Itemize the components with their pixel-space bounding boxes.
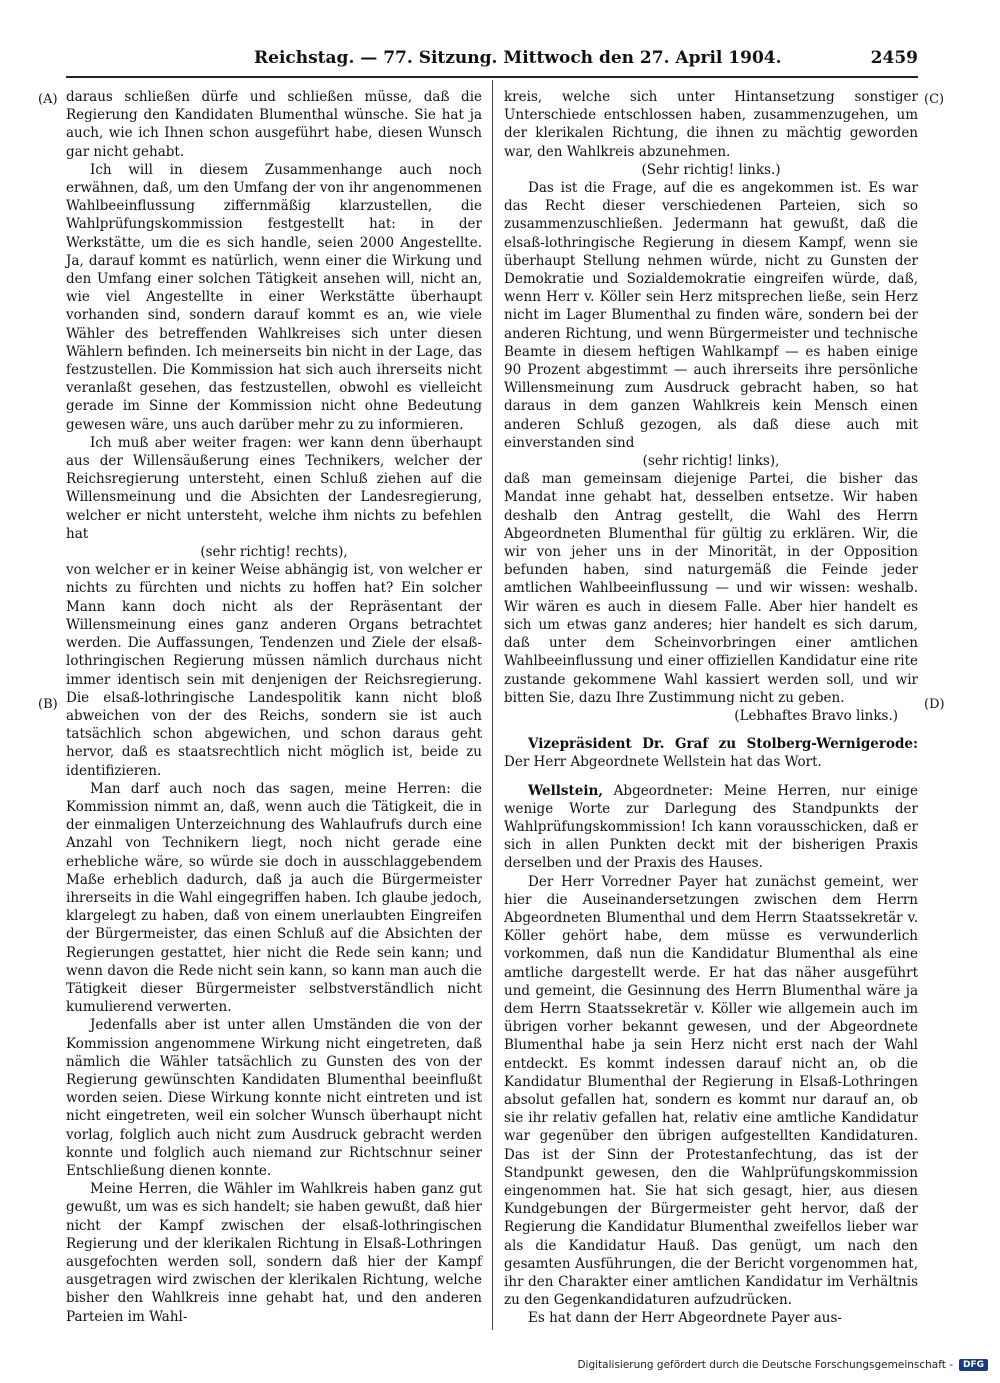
paragraph: Es hat dann der Herr Abgeordnete Payer aus- bbox=[528, 1310, 842, 1327]
page-header bbox=[66, 44, 918, 74]
interjection: (Sehr richtig! links.) bbox=[641, 161, 781, 178]
dfg-logo-icon: DFG bbox=[959, 1359, 988, 1371]
speaker-paragraph bbox=[504, 782, 918, 873]
column-divider bbox=[492, 80, 493, 1330]
left-column bbox=[66, 88, 482, 1326]
speaker-name: Wellstein, bbox=[528, 782, 603, 799]
speaker-text: Abgeordneter: Meine Herren, nur einige wenige Worte zur Darlegung des Standpunkts der Wahlprüfungskommission! Ich kann vorausschicken, daß er sich in allen Punkten deckt mit der bisherigen Praxis derselben und der Praxis des Hauses. bbox=[504, 782, 918, 872]
speaker-paragraph bbox=[504, 735, 918, 771]
page-number: 2459 bbox=[870, 48, 918, 68]
interjection: (sehr richtig! links), bbox=[642, 453, 780, 470]
footer-credit bbox=[577, 1359, 988, 1371]
margin-mark-c: (C) bbox=[924, 92, 945, 107]
header-rule bbox=[66, 76, 918, 78]
page-title: Reichstag. — 77. Sitzung. Mittwoch den 27. April 1904. bbox=[254, 48, 782, 68]
paragraph: Ich muß aber weiter fragen: wer kann denn überhaupt aus der Willensäußerung eines Technikers, welcher der Reichsregierung untersteht, einen Schluß ziehen auf die Willensmeinung und die Absichten der Landesregierung, welcher er nicht untersteht, welche ihm nichts zu befehlen hat bbox=[66, 434, 482, 542]
right-column bbox=[504, 88, 918, 1328]
interjection: (sehr richtig! rechts), bbox=[200, 544, 348, 561]
footer-text: Digitalisierung gefördert durch die Deutsche Forschungsgemeinschaft - bbox=[577, 1359, 953, 1371]
interjection: (Lebhaftes Bravo links.) bbox=[734, 707, 898, 724]
paragraph: von welcher er in keiner Weise abhängig ist, von welcher er nichts zu fürchten und nichts zu hoffen hat? Ein solcher Mann kann doch nicht als der Repräsentant der Willensmeinung eines ganz anderen Organs betrachtet werden. Die Auffassungen, Tendenzen und Ziele der elsaß-lothringischen Regierung müssen nämlich durchaus nicht immer identisch sein mit denjenigen der Reichsregierung. Die elsaß-lothringische Landespolitik kann nicht bloß abweichen von der des Reichs, sondern sie ist auch tatsächlich schon abgewichen, und schon daraus geht hervor, daß es staatsrechtlich nicht möglich ist, beide zu identifizieren. bbox=[66, 562, 482, 779]
paragraph: daraus schließen dürfe und schließen müsse, daß die Regierung den Kandidaten Blumenthal wünsche. Sie hat ja auch, wie ich Ihnen schon ausgeführt habe, diesen Wunsch gar nicht gehabt. bbox=[66, 89, 482, 160]
paragraph: Man darf auch noch das sagen, meine Herren: die Kommission nimmt an, daß, wenn auch die Tätigkeit, die in der einmaligen Unterzeichnung des Wahlaufrufs durch eine Anzahl von Technikern liegt, noch nicht gerade eine erhebliche wäre, so würde sie doch in ausschlaggebendem Maße erheblich dadurch, daß ja auch die Bürgermeister ihrerseits in die Wahl eingegriffen haben. Ich glaube jedoch, klargelegt zu haben, daß von einem unerlaubten Eingreifen der Bürgermeister, das einen Schluß auf die Absichten der Regierungen gestattet, hier nicht die Rede sein kann; und wenn davon die Rede nicht sein kann, so kann man auch die Tätigkeit dieser Bürgermeister selbstverständlich nicht kumulierend verwerten. bbox=[66, 780, 482, 1016]
margin-mark-b: (B) bbox=[38, 697, 58, 712]
paragraph: Ich will in diesem Zusammenhange auch noch erwähnen, daß, um den Umfang der von ihr angenommenen Wahlbeeinflussung ziffernmäßig klarzustellen, die Wahlprüfungskommission festgestellt hat: in der Werkstätte, um die es sich handle, seien 2000 Angestellte. Ja, darauf kommt es natürlich, wenn einer die Wirkung und den Umfang einer solchen Tätigkeit ansehen will, nicht an, wie viel Angestellte in einer Werkstätte überhaupt vorhanden sind, sondern darauf kommt es an, wie viele Wähler des betreffenden Wahlkreises sich unter diesen Wählern befinden. Ich meinerseits bin nicht in der Lage, das festzustellen. Die Kommission hat sich auch ihrerseits nicht veranlaßt gesehen, das festzustellen, obwohl es vielleicht gerade im Sinne der Kommission nicht ohne Bedeutung gewesen wäre, uns auch darüber mehr zu zu informieren. bbox=[66, 161, 482, 433]
paragraph: Der Herr Vorredner Payer hat zunächst gemeint, wer hier die Auseinandersetzungen zwischen dem Herrn Abgeordneten Blumenthal und dem Herrn Staatssekretär v. Köller gehört habe, dem müsse es verwunderlich vorkommen, daß nun die Kandidatur Blumenthal als eine amtliche dargestellt werde. Er hat das näher ausgeführt und gemeint, die Gesinnung des Herrn Blumenthal wäre ja dem Herrn Staatssekretär v. Köller wie allgemein auch im übrigen vorher bekannt gewesen, und der Abgeordnete Blumenthal habe ja sein Herz nicht erst nach der Wahl entdeckt. Es kommt indessen darauf nicht an, ob die Kandidatur Blumenthal der Regierung in Elsaß-Lothringen absolut gefallen hat, sondern es kommt nur darauf an, ob sie ihr relativ gefallen hat, relativ eine amtliche Kandidatur war gegenüber den übrigen aufgestellten Kandidaturen. Das ist der Sinn der Protestanfechtung, das ist der Standpunkt gewesen, den die Wahlprüfungskommission eingenommen hat. Sie hat sich gesagt, hier, aus diesen Kundgebungen der Bürgermeister geht hervor, daß der Regierung die Kandidatur Blumenthal zweifellos lieber war als die Kandidatur Hauß. Das genügt, um nach den gesamten Ausführungen, die der Bericht vorgenommen hat, ihr den Charakter einer amtlichen Kandidatur im Verhältnis zu den Gegenkandidaturen aufzudrücken. bbox=[504, 873, 918, 1309]
margin-mark-d: (D) bbox=[924, 697, 945, 712]
paragraph: kreis, welche sich unter Hintansetzung sonstiger Unterschiede entschlossen haben, zusammenzugehen, um der klerikalen Richtung, die ihnen zu mächtig geworden war, den Wahlkreis abzunehmen. bbox=[504, 89, 918, 160]
speaker-text: Der Herr Abgeordnete Wellstein hat das Wort. bbox=[504, 754, 822, 771]
paragraph: Jedenfalls aber ist unter allen Umständen die von der Kommission angenommene Wirkung nicht eingetreten, daß nämlich die Wähler tatsächlich zu Gunsten des von der Regierung gewünschten Kandidaten Blumenthal beeinflußt worden seien. Diese Wirkung konnte nicht eintreten und ist nicht eingetreten, weil ein solcher Wunsch überhaupt nicht vorlag, folglich auch nicht zum Ausdruck gebracht werden konnte und folglich auch niemand zur Richtschnur seiner Entschließung dienen konnte. bbox=[66, 1017, 482, 1179]
margin-mark-a: (A) bbox=[38, 92, 58, 107]
speaker-name: Vizepräsident Dr. Graf zu Stolberg-Wernigerode: bbox=[528, 736, 918, 753]
paragraph: Meine Herren, die Wähler im Wahlkreis haben ganz gut gewußt, um was es sich handelt; sie haben gewußt, daß hier nicht der Kampf zwischen der elsaß-lothringischen Regierung und der klerikalen Richtung in Elsaß-Lothringen ausgefochten werden soll, sondern daß hier der Kampf ausgetragen wird zwischen der klerikalen Richtung, welche bisher den Wahlkreis inne gehabt hat, und den anderen Parteien im Wahl- bbox=[66, 1181, 482, 1325]
paragraph: Das ist die Frage, auf die es angekommen ist. Es war das Recht dieser verschiedenen Parteien, sich so zusammenzuschließen. Jedermann hat gewußt, daß die elsaß-lothringische Regierung in diesem Kampf, wenn sie überhaupt Stellung nehmen würde, nicht zu Gunsten der Demokratie und Sozialdemokratie eingreifen würde, daß, wenn Herr v. Köller sein Herz mitsprechen ließe, sein Herz nicht im Lager Blumenthal zu finden wäre, sondern bei der anderen Richtung, und wenn Bürgermeister und technische Beamte in diesem heftigen Wahlkampf — es haben einige 90 Prozent abgestimmt — auch ihrerseits ihre persönliche Willensmeinung zum Ausdruck gebracht haben, so hat daraus in dem ganzen Wahlkreis kein Mensch einen anderen Schluß gezogen, als daß diese auch mit einverstanden sind bbox=[504, 180, 918, 451]
paragraph: daß man gemeinsam diejenige Partei, die bisher das Mandat inne gehabt hat, desselben entsetze. Wir haben deshalb den Antrag gestellt, die Wahl des Herrn Abgeordneten Blumenthal für gültig zu erklären. Wir, die wir von jeher uns in der Minorität, in der Opposition befunden haben, sind naturgemäß die Feinde jeder amtlichen Wahlbeeinflussung — und wir wissen: weshalb. Wir wären es auch in diesem Falle. Aber hier handelt es sich um etwas ganz anderes; hier handelt es sich darum, daß unter dem Scheinvorbringen einer amtlichen Wahlbeeinflussung und einer offiziellen Kandidatur eine rite zustande gekommene Wahl kassiert werden soll, und wir bitten Sie, dazu Ihre Zustimmung nicht zu geben. bbox=[504, 471, 918, 706]
